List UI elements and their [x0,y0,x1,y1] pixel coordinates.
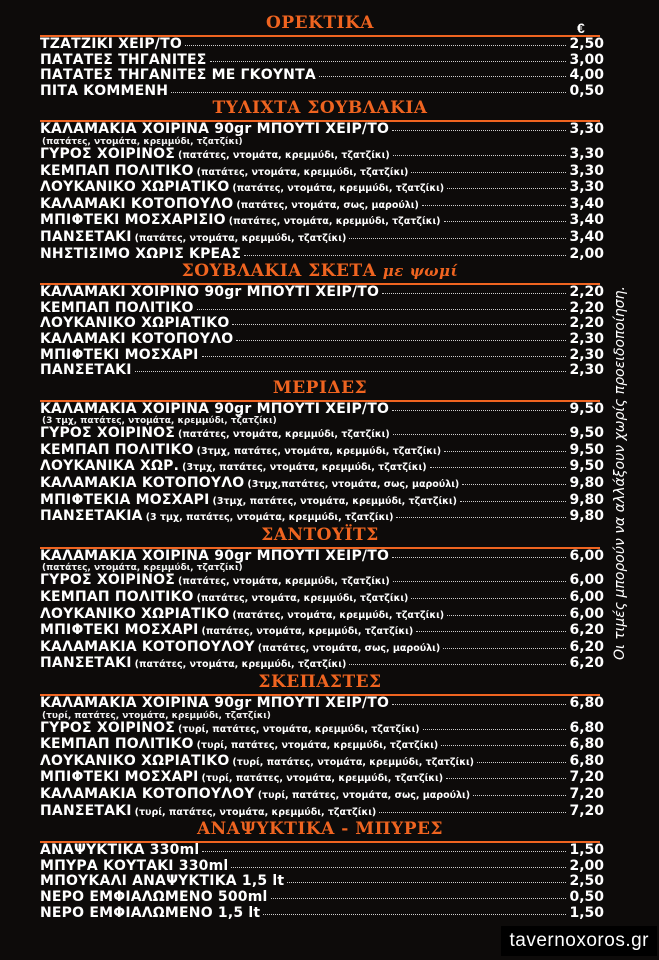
dot-leader [393,581,567,582]
item-name: ΚΕΜΠΑΠ ΠΟΛΙΤΙΚΟ [40,299,194,316]
item-name: ΚΑΛΑΜΑΚΙΑ ΧΟΙΡΙΝΑ 90gr ΜΠΟΥΤΙ ΧΕΙΡ/ΤΟ [40,121,390,138]
item-note: (τυρί, πατάτες, ντομάτα, κρεμμύδι, τζατζίκι) [42,710,271,721]
section-title [40,526,600,549]
item-price: 3,40 [569,228,604,245]
dot-leader [263,914,566,915]
item-name: ΚΑΛΑΜΑΚΙ ΧΟΙΡΙΝΟ 90gr ΜΠΟΥΤΙ ΧΕΙΡ/ΤΟ [40,284,380,301]
item-details: (πατάτες, ντομάτα, κρεμμύδι, τζατζίκι) [134,232,347,244]
item-price: 4,00 [569,67,604,84]
section-title [40,673,600,696]
dot-leader [236,340,566,341]
item-price: 6,20 [569,638,604,655]
item-price: 0,50 [569,82,604,99]
item-price: 6,80 [569,752,604,769]
menu-item [40,68,604,84]
price-disclaimer: Οι τιμές μπορούν να αλλάξουν χωρίς προειδοποίηση. [612,286,628,660]
item-name: ΠΙΤΑ ΚΟΜΜΕΝΗ [40,82,169,99]
menu-item [40,737,604,754]
dot-leader [379,812,566,813]
item-details: (πατάτες, ντομάτα, κρεμμύδι, τζατζίκι) [178,429,390,441]
item-name: ΛΟΥΚΑΝΙΚΟ ΧΩΡΙΑΤΙΚΟ [40,752,230,769]
item-name: ΚΑΛΑΜΑΚΙΑ ΧΟΙΡΙΝΑ 90gr ΜΠΟΥΤΙ ΧΕΙΡ/ΤΟ [40,695,390,711]
item-name: ΜΠΟΥΚΑΛΙ ΑΝΑΨΥΚΤΙΚΑ 1,5 lt [40,873,285,890]
dot-leader [416,631,566,632]
item-price: 2,50 [569,36,604,52]
dot-leader [271,898,567,899]
menu-item [40,84,604,100]
item-details: (3τμχ, πατάτες, ντομάτα, κρεμμύδι, τζατζίκι) [196,445,442,457]
section-title-text: ΤΥΛΙΧΤΑ ΣΟΥΒΛΑΚΙΑ [212,98,428,119]
item-details: (3τμχ,πατάτες, ντομάτα, σως, μαρούλι) [247,479,460,491]
item-price: 2,30 [569,362,604,379]
item-name: ΜΠΥΡΑ ΚΟΥΤΑΚΙ 330ml [40,857,229,874]
item-price: 2,30 [569,330,604,347]
item-note: (3 τμχ, πατάτες, ντομάτα, κρεμμύδι, τζατζίκι) [42,416,277,427]
dot-leader [393,434,567,435]
menu-board [0,14,659,960]
item-details: (πατάτες, ντομάτα, σως, μαρούλι) [257,642,441,654]
item-details: (3τμχ, πατάτες, ντομάτα, κρεμμύδι, τζατζίκι) [212,495,457,507]
menu-item [40,721,604,738]
dot-leader [202,851,566,852]
menu-item [40,164,604,181]
item-details: (3τμχ, πατάτες, ντομάτα, κρεμμύδι, τζατζίκι) [182,462,427,474]
item-price: 6,80 [569,736,604,753]
item-details: (τυρί, πατάτες, ντομάτα, κρεμμύδι, τζατζίκι) [196,740,439,752]
menu-item [40,443,604,460]
item-details: (πατάτες, ντομάτα, κρεμμύδι, τζατζίκι) [178,149,390,161]
item-details: (πατάτες, ντομάτα, κρεμμύδι, τζατζίκι) [178,576,390,588]
item-name: ΝΗΣΤΙΣΙΜΟ ΧΩΡΙΣ ΚΡΕΑΣ [40,245,242,262]
dot-leader [462,484,566,485]
menu-item [40,754,604,771]
menu-item [40,230,604,247]
menu-item [40,122,604,138]
item-name: ΜΠΙΦΤΕΚΙ ΜΟΣΧΑΡΙ [40,622,199,639]
dot-leader [392,704,566,705]
menu-section [0,14,659,99]
item-price: 7,20 [569,769,604,786]
item-name: ΠΑΝΣΕΤΑΚΙ [40,362,132,379]
item-name: ΛΟΥΚΑΝΙΚΟ ΧΩΡΙΑΤΙΚΟ [40,315,230,332]
item-price: 9,50 [569,458,604,475]
item-name: ΚΑΛΑΜΑΚΙΑ ΚΟΤΟΠΟΥΛΟΥ [40,785,255,802]
section-title [40,379,600,402]
section-title [40,262,600,285]
item-price: 7,20 [569,802,604,819]
menu-item [40,509,604,526]
item-price: 9,80 [569,508,604,525]
item-note: (πατάτες, ντομάτα, κρεμμύδι, τζατζίκι) [42,136,243,147]
item-price: 6,00 [569,547,604,564]
item-name: ΚΑΛΑΜΑΚΙΑ ΚΟΤΟΠΟΥΛΟΥ [40,638,255,655]
dot-leader [244,255,566,256]
menu-item [40,804,604,821]
menu-item [40,363,604,379]
menu-item [40,332,604,348]
menu-item [40,180,604,197]
item-name: ΑΝΑΨΥΚΤΙΚΑ 330ml [40,842,200,859]
dot-leader [210,61,567,62]
item-name: ΓΥΡΟΣ ΧΟΙΡΙΝΟΣ [40,719,176,736]
menu-item [40,476,604,493]
item-name: ΝΕΡΟ ΕΜΦΙΑΛΩΜΕΝΟ 1,5 lt [40,904,261,921]
item-note: (πατάτες, ντομάτα, κρεμμύδι, τζατζίκι) [42,563,243,574]
menu-item [40,213,604,230]
item-price: 1,50 [569,842,604,859]
item-name: ΠΑΝΣΕΤΑΚΙ [40,228,132,245]
watermark: tavernoxoros.gr [501,926,657,956]
dot-leader [447,615,566,616]
item-price: 3,30 [569,145,604,162]
item-price: 6,80 [569,719,604,736]
menu-section [0,820,659,921]
item-details: (τυρί, πατάτες, ντομάτα, σως, μαρούλι) [257,789,471,801]
menu-item [40,770,604,787]
item-details: (τυρί, πατάτες, ντομάτα, κρεμμύδι, τζατζίκι) [232,756,475,768]
item-name: ΛΟΥΚΑΝΙΚΑ ΧΩΡ. [40,458,180,475]
item-name: ΜΠΙΦΤΕΚΙ ΜΟΣΧΑΡΙ [40,346,199,363]
section-title [40,14,600,37]
item-price: 3,40 [569,212,604,229]
item-price: 2,00 [569,857,604,874]
item-name: ΚΑΛΑΜΑΚΙ ΚΟΤΟΠΟΥΛΟ [40,195,234,212]
item-name: ΓΥΡΟΣ ΧΟΙΡΙΝΟΣ [40,425,176,442]
menu-item [40,859,604,875]
item-name: ΛΟΥΚΑΝΙΚΟ ΧΩΡΙΑΤΙΚΟ [40,605,230,622]
item-name: ΛΟΥΚΑΝΙΚΟ ΧΩΡΙΑΤΙΚΟ [40,179,230,196]
menu-section [0,262,659,379]
menu-item [40,459,604,476]
dot-leader [382,293,566,294]
item-name: ΝΕΡΟ ΕΜΦΙΑΛΩΜΕΝΟ 500ml [40,888,268,905]
section-title [40,820,600,843]
item-details: (πατάτες, ντομάτα, κρεμμύδι, τζατζίκι) [228,216,441,228]
dot-leader [392,130,566,131]
item-details: (τυρί, πατάτες, ντομάτα, κρεμμύδι, τζατζίκι) [201,773,444,785]
menu-item [40,573,604,590]
item-price: 3,40 [569,195,604,212]
dot-leader [232,324,566,325]
dot-leader [392,410,566,411]
dot-leader [396,517,566,518]
section-title-text: ΣΑΝΤΟΥΪΤΣ [261,524,379,545]
dot-leader [444,451,566,452]
item-details: (3 τμχ, πατάτες, ντομάτα, κρεμμύδι, τζατζίκι) [145,512,394,524]
section-title-text: ΣΚΕΠΑΣΤΕΣ [258,672,382,692]
dot-leader [202,356,567,357]
dot-leader [411,172,566,173]
section-title-text: ΑΝΑΨΥΚΤΙΚΑ - ΜΠΥΡΕΣ [196,819,444,840]
menu-item [40,874,604,890]
menu-item [40,301,604,317]
menu-item [40,53,604,69]
menu-item [40,640,604,657]
item-name: ΚΕΜΠΑΠ ΠΟΛΙΤΙΚΟ [40,589,194,606]
item-price: 2,20 [569,299,604,316]
item-name: ΓΥΡΟΣ ΧΟΙΡΙΝΟΣ [40,572,176,589]
dot-leader [443,648,566,649]
item-details: (πατάτες, ντομάτα, κρεμμύδι, τζατζίκι) [232,609,445,621]
dot-leader [430,467,567,468]
item-name: ΚΕΜΠΑΠ ΠΟΛΙΤΙΚΟ [40,441,194,458]
menu-item [40,197,604,214]
item-name: ΚΑΛΑΜΑΚΙΑ ΧΟΙΡΙΝΑ 90gr ΜΠΟΥΤΙ ΧΕΙΡ/ΤΟ [40,400,390,417]
item-details: (πατάτες, ντομάτα, κρεμμύδι, τζατζίκι) [196,166,409,178]
menu-item [40,843,604,859]
item-price: 2,00 [569,245,604,262]
dot-leader [441,745,566,746]
item-name: ΠΑΤΑΤΕΣ ΤΗΓΑΝΙΤΕΣ ΜΕ ΓΚΟΥΝΤΑ [40,67,316,84]
item-price: 6,20 [569,655,604,672]
section-title-text: ΣΟΥΒΛΑΚΙΑ ΣΚΕΤΑ [181,261,377,282]
menu-item [40,607,604,624]
dot-leader [349,664,566,665]
item-price: 2,20 [569,284,604,301]
menu-item [40,348,604,364]
item-price: 9,80 [569,475,604,492]
menu-item [40,906,604,922]
item-price: 2,30 [569,346,604,363]
item-price: 1,50 [569,904,604,921]
item-price: 9,50 [569,425,604,442]
dot-leader [411,598,566,599]
menu-item [40,590,604,607]
item-price: 3,30 [569,179,604,196]
item-price: 3,30 [569,162,604,179]
menu-item [40,37,604,53]
dot-leader [231,867,566,868]
item-name: ΜΠΙΦΤΕΚΙ ΜΟΣΧΑΡΙ [40,769,199,786]
item-name: ΠΑΝΣΕΤΑΚΙ [40,802,132,819]
dot-leader [422,205,567,206]
menu-item [40,316,604,332]
item-price: 2,50 [569,873,604,890]
dot-leader [135,371,567,372]
dot-leader [477,762,566,763]
menu-item [40,696,604,712]
item-details: (πατάτες, ντομάτα, κρεμμύδι, τζατζίκι) [201,626,414,638]
dot-leader [319,76,567,77]
item-name: ΚΑΛΑΜΑΚΙΑ ΧΟΙΡΙΝΑ 90gr ΜΠΟΥΤΙ ΧΕΙΡ/ΤΟ [40,547,390,564]
menu-item [40,426,604,443]
dot-leader [392,557,566,558]
item-price: 9,50 [569,441,604,458]
item-name: ΠΑΤΑΤΕΣ ΤΗΓΑΝΙΤΕΣ [40,51,207,68]
item-name: ΚΑΛΑΜΑΚΙ ΚΟΤΟΠΟΥΛΟ [40,330,234,347]
item-name: ΓΥΡΟΣ ΧΟΙΡΙΝΟΣ [40,145,176,162]
item-details: (τυρί, πατάτες, ντομάτα, κρεμμύδι, τζατζίκι) [134,806,377,818]
item-name: ΠΑΝΣΕΤΑΚΙ [40,655,132,672]
dot-leader [447,188,566,189]
section-title [40,99,600,122]
menu-section [0,99,659,262]
item-price: 9,50 [569,400,604,417]
dot-leader [197,309,567,310]
menu-section [0,379,659,526]
menu-item [40,285,604,301]
dot-leader [171,92,566,93]
item-details: (τυρί, πατάτες, ντομάτα, κρεμμύδι, τζατζίκι) [178,723,420,735]
item-price: 6,00 [569,605,604,622]
dot-leader [460,501,566,502]
item-details: (πατάτες, ντομάτα, κρεμμύδι, τζατζίκι) [232,183,445,195]
dot-leader [185,45,566,46]
menu-item [40,623,604,640]
item-name: ΚΕΜΠΑΠ ΠΟΛΙΤΙΚΟ [40,162,194,179]
dot-leader [473,795,566,796]
menu-item [40,656,604,673]
menu-item [40,402,604,418]
menu-section [0,673,659,820]
item-price: 6,80 [569,695,604,711]
item-name: ΠΑΝΣΕΤΑΚΙΑ [40,508,143,525]
menu-item [40,147,604,164]
currency-symbol: € [577,20,585,36]
section-title-text: ΟΡΕΚΤΙΚΑ [266,13,374,33]
item-name: ΜΠΙΦΤΕΚΙ ΜΟΣΧΑΡΙΣΙΟ [40,212,226,229]
menu-item [40,493,604,510]
menu-item [40,247,604,263]
item-name: ΚΕΜΠΑΠ ΠΟΛΙΤΙΚΟ [40,736,194,753]
item-price: 3,30 [569,121,604,138]
menu-item [40,787,604,804]
dot-leader [446,778,566,779]
dot-leader [393,155,567,156]
item-price: 6,00 [569,572,604,589]
dot-leader [287,882,566,883]
item-details: (πατάτες, ντομάτα, κρεμμύδι, τζατζίκι) [196,593,409,605]
dot-leader [349,238,566,239]
item-price: 3,00 [569,51,604,68]
item-price: 7,20 [569,785,604,802]
menu-item [40,890,604,906]
item-price: 6,20 [569,622,604,639]
section-subtitle: με ψωμί [382,262,459,281]
menu-section [0,526,659,673]
item-price: 0,50 [569,888,604,905]
item-name: ΜΠΙΦΤΕΚΙΑ ΜΟΣΧΑΡΙ [40,491,210,508]
item-price: 9,80 [569,491,604,508]
item-details: (πατάτες, ντομάτα, σως, μαρούλι) [236,199,419,211]
item-name: ΚΑΛΑΜΑΚΙΑ ΚΟΤΟΠΟΥΛΟ [40,475,245,492]
item-name: ΤΖΑΤΖΙΚΙ ΧΕΙΡ/ΤΟ [40,36,182,52]
dot-leader [444,221,567,222]
dot-leader [423,729,567,730]
item-details: (πατάτες, ντομάτα, κρεμμύδι, τζατζίκι) [134,659,347,671]
section-title-text: ΜΕΡΙΔΕΣ [272,377,368,398]
item-price: 6,00 [569,589,604,606]
item-price: 2,20 [569,315,604,332]
